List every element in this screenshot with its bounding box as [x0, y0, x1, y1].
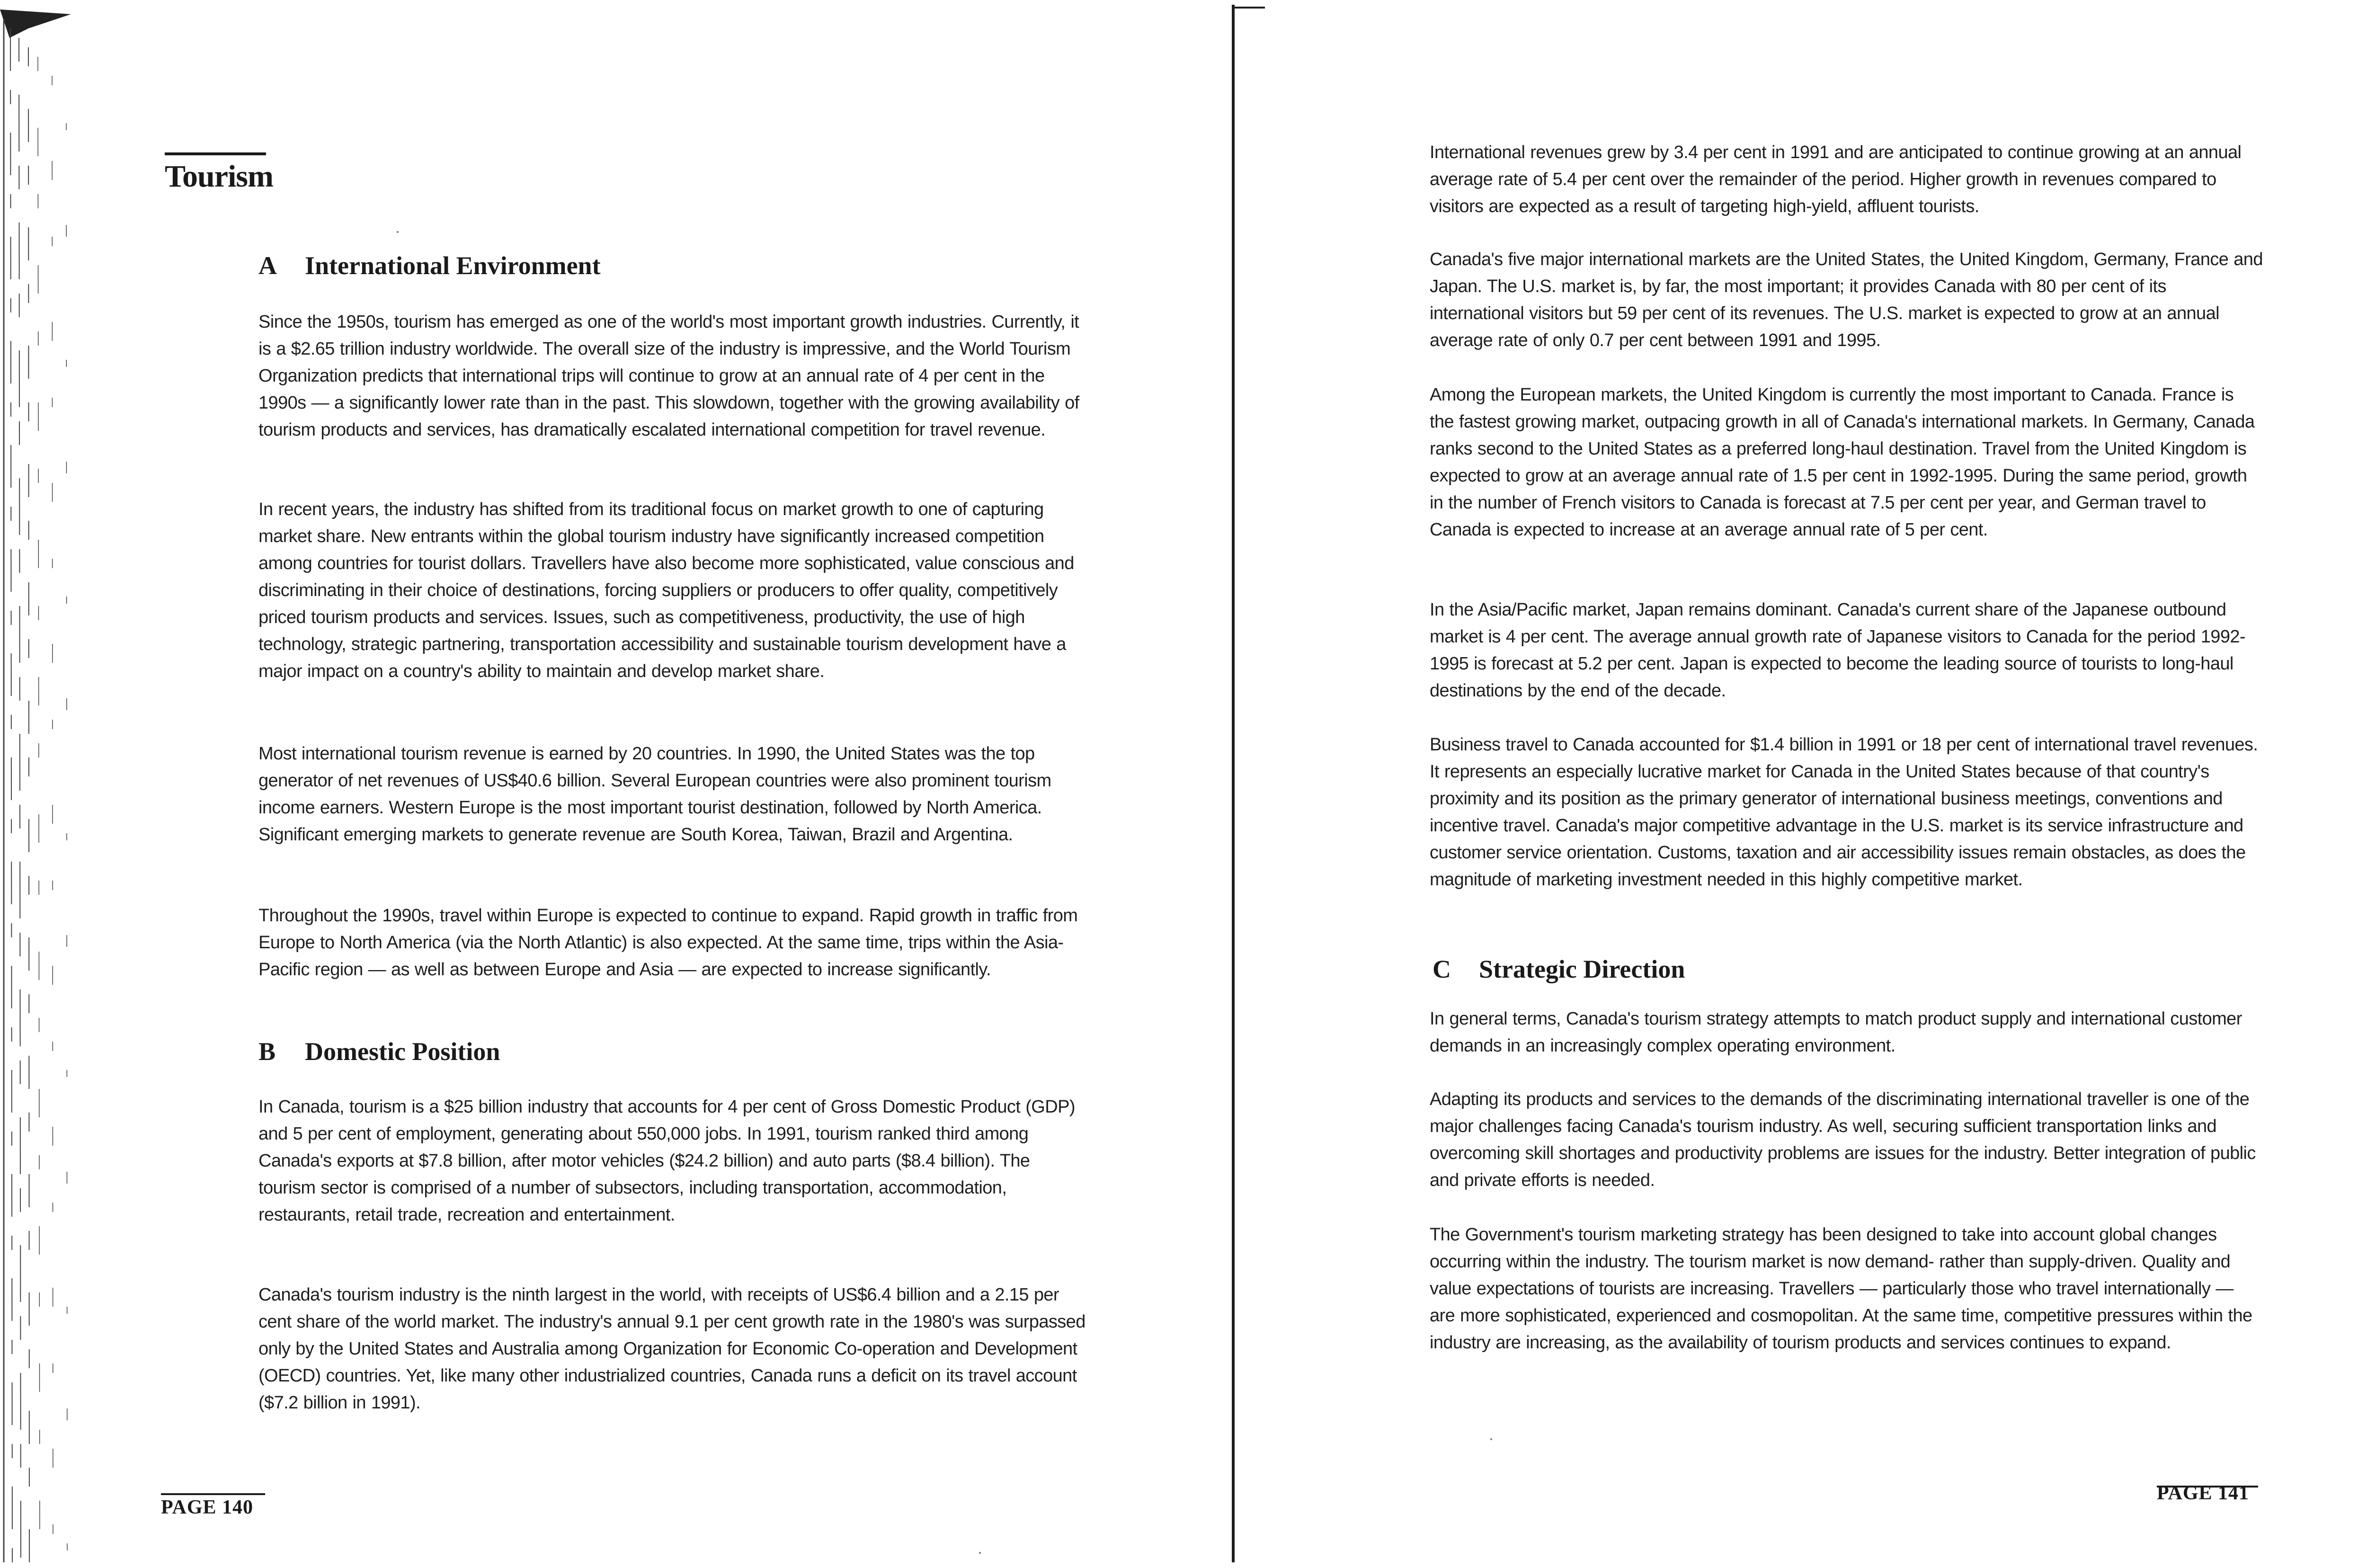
section-title: Tourism	[165, 159, 273, 194]
paragraph: Since the 1950s, tourism has emerged as one of the world's most important growth industries. Currently, it is a $2.65 trillion industry worldwide. The overall size of the industry is impressive, and the World Tourism Organization predicts that international trips will continue to grow at an annual rate of 4 per cent in the 1990s — a significantly lower rate than in the past. This slowdown, together with the growing availability of tourism products and services, has dramatically escalated international competition for travel revenue.	[258, 312, 1079, 440]
paragraph: The Government's tourism marketing strategy has been designed to take into account global changes occurring within the industry. The tourism market is now demand- rather than supply-driven. Quality and value expectations of tourists are increasing. Travellers — particularly those who travel internationally — are more sophisticated, experienced and cosmopolitan. At the same time, competitive pressures within the industry are increasing, as the availability of tourism products and services continues to expand.	[1430, 1225, 2252, 1353]
heading-text: Domestic Position	[305, 1037, 500, 1066]
heading-strategic-direction	[1433, 956, 1685, 982]
page-number-rule	[161, 1493, 265, 1495]
scanned-binding-edge	[0, 0, 80, 1568]
paragraph: In the Asia/Pacific market, Japan remains dominant. Canada's current share of the Japanese outbound market is 4 per cent. The average annual growth rate of Japanese visitors to Canada for the period 1992-1995 is forecast at 5.2 per cent. Japan is expected to become the leading source of tourists to long-haul destinations by the end of the decade.	[1430, 600, 2245, 701]
paragraph: In recent years, the industry has shifted from its traditional focus on market growth to one of capturing market share. New entrants within the global tourism industry have significantly increased competition among countries for tourist dollars. Travellers have also become more sophisticated, value conscious and discriminating in their choice of destinations, forcing suppliers or producers to offer quality, competitively priced tourism products and services. Issues, such as competitiveness, productivity, the use of high technology, strategic partnering, transportation accessibility and sustainable tourism development have a major impact on a country's ability to maintain and develop market share.	[258, 499, 1074, 681]
page-number: PAGE 140	[161, 1497, 254, 1518]
heading-international-environment	[258, 253, 601, 278]
paragraph: Adapting its products and services to the demands of the discriminating international traveller is one of the major challenges facing Canada's tourism industry. As well, securing sufficient transportation links and overcoming skill shortages and productivity problems are issues for the industry. Better integration of public and private efforts is needed.	[1430, 1089, 2256, 1190]
page-number: PAGE 141	[2157, 1482, 2250, 1504]
heading-letter: A	[258, 251, 277, 280]
heading-text: Strategic Direction	[1479, 955, 1685, 983]
heading-domestic-position	[258, 1039, 500, 1064]
paragraph: Canada's five major international markets are the United States, the United Kingdom, Germany, France and Japan. The U.S. market is, by far, the most important; it provides Canada with 80 per cent of its international visitors but 59 per cent of its revenues. The U.S. market is expected to grow at an annual average rate of only 0.7 per cent between 1991 and 1995.	[1430, 249, 2263, 350]
paragraph: In Canada, tourism is a $25 billion industry that accounts for 4 per cent of Gross Domestic Product (GDP) and 5 per cent of employment, generating about 550,000 jobs. In 1991, tourism ranked third among Canada's exports at $7.8 billion, after motor vehicles ($24.2 billion) and auto parts ($8.4 billion). The tourism sector is comprised of a number of subsectors, including transportation, accommodation, restaurants, retail trade, recreation and entertainment.	[258, 1097, 1075, 1225]
paragraph: Throughout the 1990s, travel within Europe is expected to continue to expand. Rapid growth in traffic from Europe to North America (via the North Atlantic) is also expected. At the same time, trips within the Asia-Pacific region — as well as between Europe and Asia — are expected to increase significantly.	[258, 906, 1078, 980]
paragraph: In general terms, Canada's tourism strategy attempts to match product supply and international customer demands in an increasingly complex operating environment.	[1430, 1009, 2242, 1056]
heading-text: International Environment	[305, 251, 601, 280]
heading-letter: C	[1433, 955, 1451, 983]
heading-letter: B	[258, 1037, 276, 1066]
paragraph: Business travel to Canada accounted for $1.4 billion in 1991 or 18 per cent of international travel revenues. It represents an especially lucrative market for Canada in the United States because of that country's proximity and its position as the primary generator of international business meetings, conventions and incentive travel. Canada's major competitive advantage in the U.S. market is its service infrastructure and customer service orientation. Customs, taxation and air accessibility issues remain obstacles, as does the magnitude of marketing investment needed in this highly competitive market.	[1430, 735, 2258, 890]
paragraph: International revenues grew by 3.4 per cent in 1991 and are anticipated to continue growing at an annual average rate of 5.4 per cent over the remainder of the period. Higher growth in revenues compared to visitors are expected as a result of targeting high-yield, affluent tourists.	[1430, 143, 2242, 216]
paragraph: Most international tourism revenue is earned by 20 countries. In 1990, the United States was the top generator of net revenues of US$40.6 billion. Several European countries were also prominent tourism income earners. Western Europe is the most important tourist destination, followed by North America. Significant emerging markets to generate revenue are South Korea, Taiwan, Brazil and Argentina.	[258, 744, 1051, 845]
paragraph: Among the European markets, the United Kingdom is currently the most important to Canada. France is the fastest growing market, outpacing growth in all of Canada's international markets. In Germany, Canada ranks second to the United States as a preferred long-haul destination. Travel from the United Kingdom is expected to grow at an average annual rate of 1.5 per cent in 1992-1995. During the same period, growth in the number of French visitors to Canada is forecast at 7.5 per cent per year, and German travel to Canada is expected to increase at an average annual rate of 5 per cent.	[1430, 385, 2255, 540]
paragraph: Canada's tourism industry is the ninth largest in the world, with receipts of US$6.4 billion and a 2.15 per cent share of the world market. The industry's annual 9.1 per cent growth rate in the 1980's was surpassed only by the United States and Australia among Organization for Economic Co-operation and Development (OECD) countries. Yet, like many other industrialized countries, Canada runs a deficit on its travel account ($7.2 billion in 1991).	[258, 1285, 1086, 1413]
section-title-rule	[165, 152, 266, 155]
